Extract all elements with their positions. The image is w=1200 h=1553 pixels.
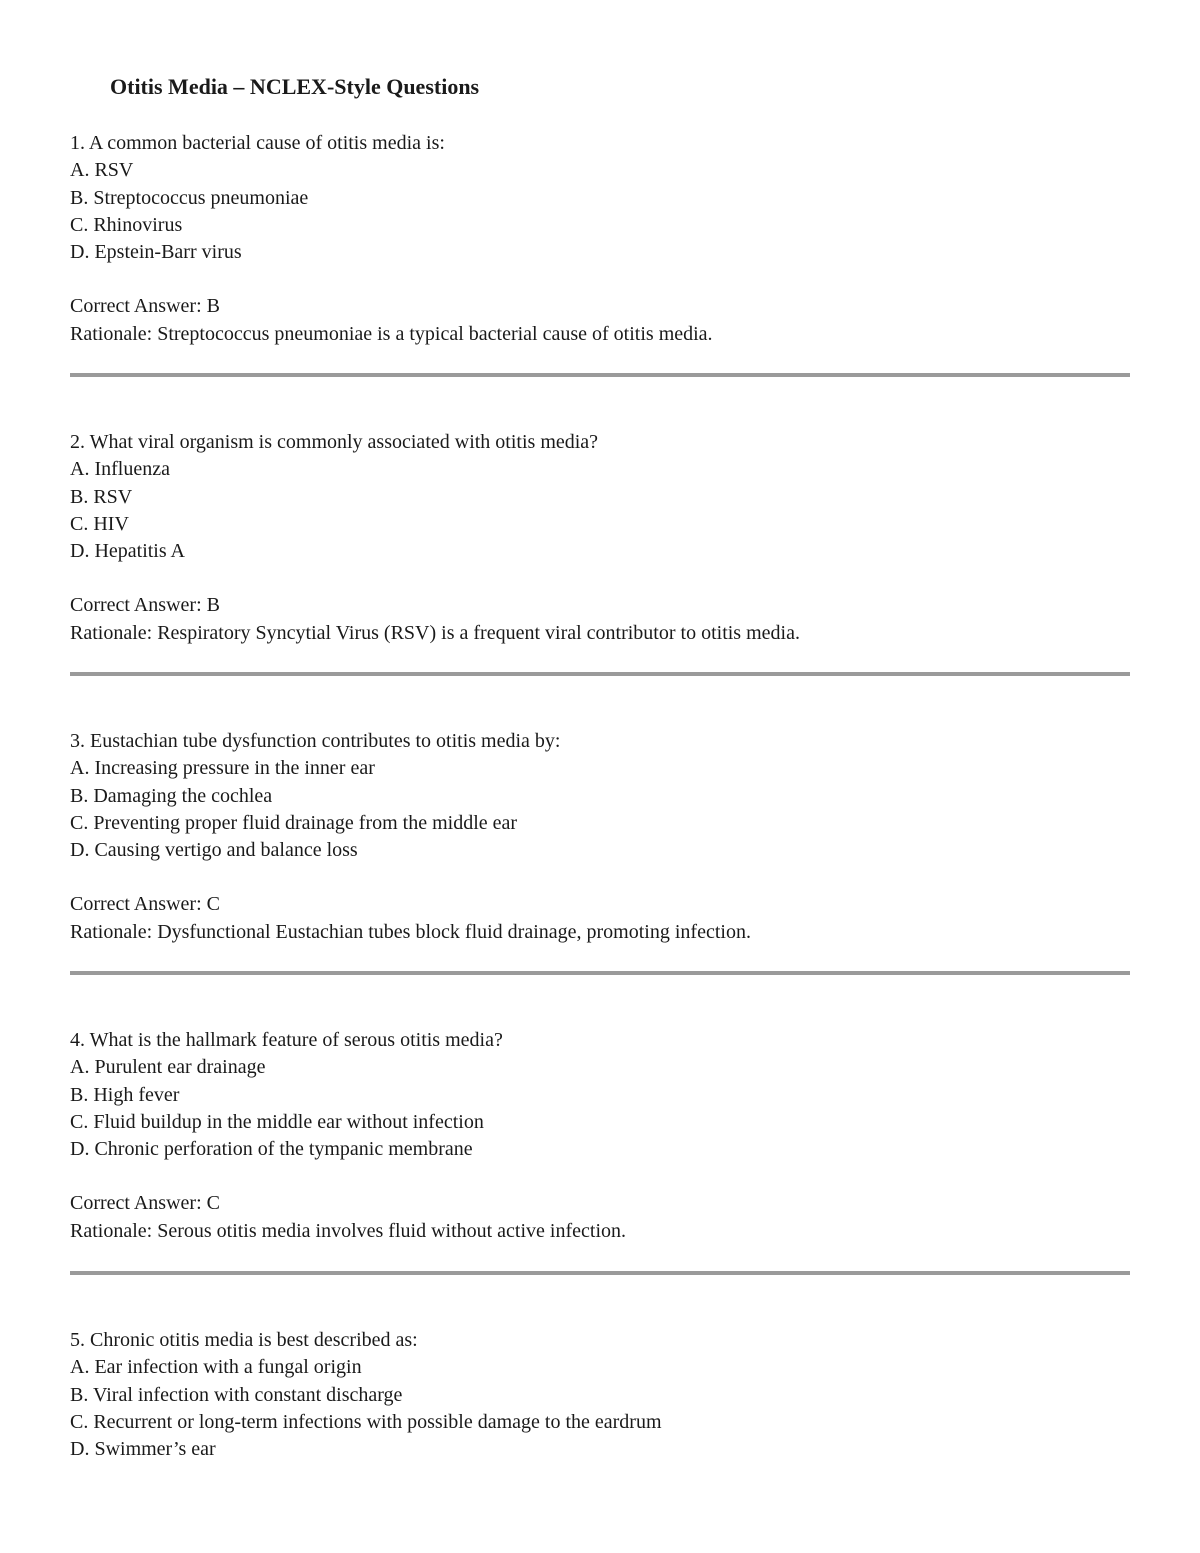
question-stem: 1. A common bacterial cause of otitis media is: [70, 132, 445, 154]
section-divider [70, 373, 1130, 377]
option-a: A. Purulent ear drainage [70, 1056, 266, 1079]
correct-answer: Correct Answer: B [70, 594, 220, 617]
option-c: C. Rhinovirus [70, 213, 183, 236]
question-stem: 2. What viral organism is commonly associated with otitis media? [70, 431, 599, 453]
question-block-1 [70, 130, 1140, 348]
option-d: D. Swimmer’s ear [70, 1438, 216, 1461]
option-c: C. Preventing proper fluid drainage from the middle ear [70, 811, 518, 834]
question-stem: 5. Chronic otitis media is best described as: [70, 1329, 418, 1351]
question-block-3 [70, 728, 1140, 946]
option-b: B. Viral infection with constant discharge [70, 1383, 403, 1406]
option-b: B. RSV [70, 485, 133, 508]
section-divider [70, 1271, 1130, 1275]
option-d: D. Chronic perforation of the tympanic membrane [70, 1138, 473, 1161]
option-c: C. Recurrent or long-term infections with possible damage to the eardrum [70, 1410, 662, 1433]
question-stem: 3. Eustachian tube dysfunction contributes to otitis media by: [70, 730, 561, 752]
option-c: C. HIV [70, 512, 129, 535]
section-divider [70, 971, 1130, 975]
question-block-5 [70, 1327, 1140, 1463]
rationale: Rationale: Respiratory Syncytial Virus (RSV) is a frequent viral contributor to otitis media. [70, 621, 800, 644]
option-b: B. Damaging the cochlea [70, 784, 273, 807]
page-title: Otitis Media – NCLEX-Style Questions [110, 74, 480, 99]
option-a: A. Increasing pressure in the inner ear [70, 757, 375, 780]
correct-answer: Correct Answer: C [70, 1192, 220, 1215]
question-block-4 [70, 1027, 1140, 1245]
option-a: A. Ear infection with a fungal origin [70, 1356, 362, 1379]
option-c: C. Fluid buildup in the middle ear without infection [70, 1110, 484, 1133]
option-d: D. Epstein-Barr virus [70, 241, 242, 264]
option-d: D. Hepatitis A [70, 540, 185, 563]
option-a: A. RSV [70, 159, 134, 182]
question-block-2 [70, 429, 1140, 647]
option-a: A. Influenza [70, 458, 170, 481]
correct-answer: Correct Answer: C [70, 893, 220, 916]
rationale: Rationale: Streptococcus pneumoniae is a typical bacterial cause of otitis media. [70, 322, 713, 345]
section-divider [70, 672, 1130, 676]
correct-answer: Correct Answer: B [70, 295, 220, 318]
option-b: B. Streptococcus pneumoniae [70, 186, 309, 209]
rationale: Rationale: Serous otitis media involves fluid without active infection. [70, 1219, 627, 1242]
rationale: Rationale: Dysfunctional Eustachian tubes block fluid drainage, promoting infection. [70, 920, 751, 943]
option-d: D. Causing vertigo and balance loss [70, 839, 358, 862]
question-stem: 4. What is the hallmark feature of serous otitis media? [70, 1029, 503, 1051]
option-b: B. High fever [70, 1083, 180, 1106]
